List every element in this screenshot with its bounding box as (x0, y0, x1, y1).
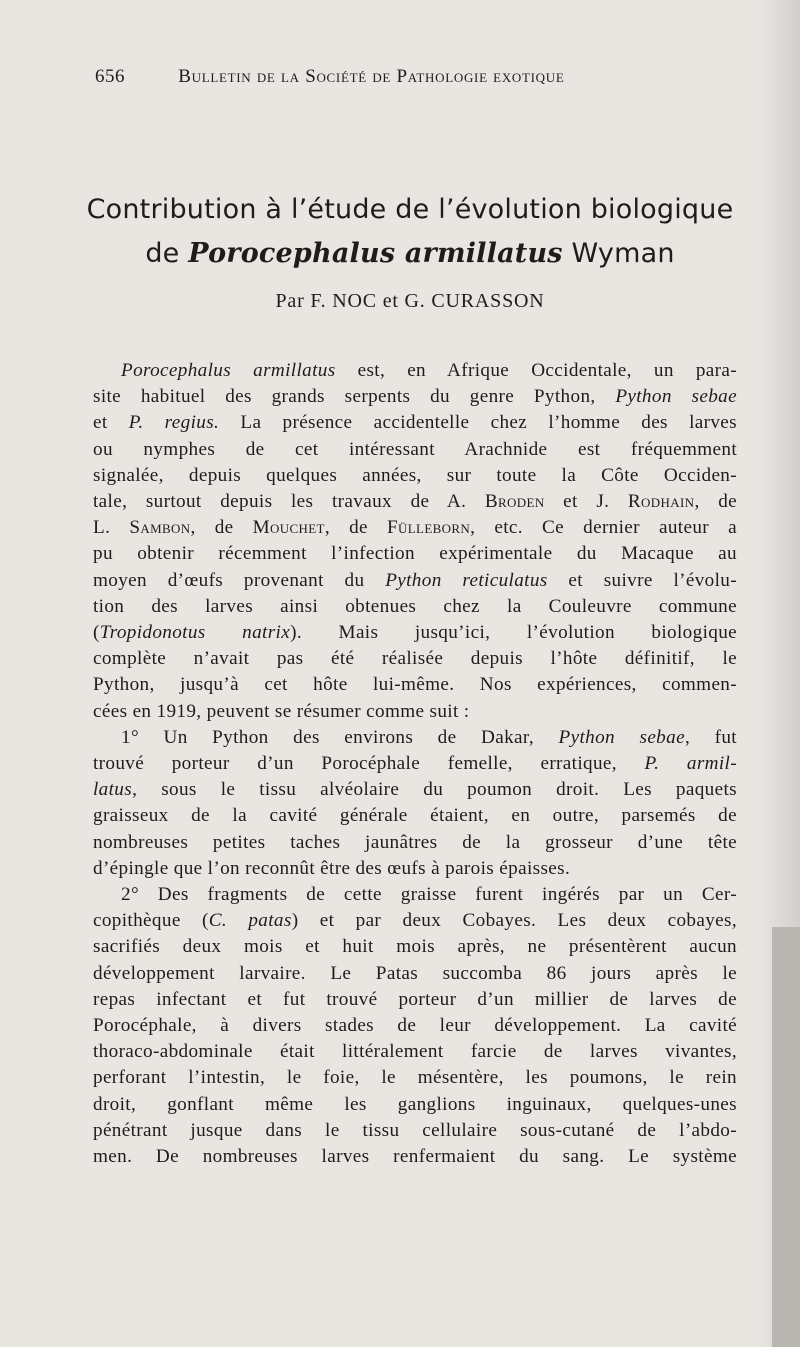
text-run: est, en Afrique Occidentale, un para- (335, 360, 737, 381)
body-line (93, 699, 737, 725)
text-run: ). Mais jusqu’ici, l’évolution biologique (290, 622, 738, 644)
title-authority: Wyman (571, 238, 675, 269)
body-line (93, 1144, 737, 1170)
text-run: pénétrant jusque dans le tissu cellulaire sous-cutané de l’abdo- (93, 1119, 737, 1141)
text-run: développement larvaire. Le Patas succomba 86 jours après le (93, 962, 737, 984)
body-line (93, 882, 737, 908)
italic-text: Python sebae (615, 386, 737, 408)
title-line-2 (70, 232, 750, 276)
italic-text: Porocephalus armillatus (121, 360, 336, 381)
text-run: trouvé porteur d’un Porocéphale femelle, erratique, (93, 753, 645, 775)
author-name: Fülleborn (387, 517, 471, 539)
text-run: copithèque ( (93, 910, 209, 932)
text-run: tion des larves ainsi obtenues chez la Couleuvre commune (93, 595, 737, 617)
body-line (93, 541, 737, 567)
text-run: sacrifiés deux mois et huit mois après, ne présentèrent aucun (93, 936, 737, 958)
body-line (93, 1118, 737, 1144)
body-line (93, 1039, 737, 1065)
text-run: , etc. Ce dernier auteur a (470, 517, 737, 539)
text-run: pu obtenir récemment l’infection expérimentale du Macaque au (93, 543, 737, 565)
title-line-1: Contribution à l’étude de l’évolution biologique (86, 194, 734, 225)
body-line (93, 384, 737, 410)
text-run: Porocéphale, à divers stades de leur développement. La cavité (93, 1015, 737, 1037)
text-run: , de (694, 491, 738, 513)
text-run: 1° Un Python des environs de Dakar, (121, 726, 559, 748)
body-line (93, 489, 737, 515)
text-run: men. De nombreuses larves renfermaient du sang. Le système (93, 1146, 737, 1168)
text-run: , sous le tissu alvéolaire du poumon droit. Les paquets (132, 779, 737, 801)
text-run: perforant l’intestin, le foie, le mésentère, les poumons, le rein (93, 1067, 737, 1089)
title-species: Porocephalus armillatus (188, 238, 563, 269)
body-line (93, 515, 737, 541)
text-run: tale, surtout depuis les travaux de A. (93, 491, 485, 513)
italic-text: C. patas (208, 910, 292, 932)
italic-text: P. regius. (128, 412, 220, 434)
body-line (93, 908, 737, 934)
body-line (93, 1013, 737, 1039)
text-run: L. (93, 517, 130, 539)
italic-text: Tropidonotus natrix (99, 622, 291, 644)
text-run: complète n’avait pas été réalisée depuis l’hôte définitif, le (93, 648, 737, 670)
page-edge-strip (772, 927, 800, 1347)
author-name: Mouchet (252, 517, 325, 539)
text-run: , de (324, 517, 387, 539)
body-line (93, 803, 737, 829)
text-run: ) et par deux Cobayes. Les deux cobayes, (291, 910, 737, 932)
text-run: droit, gonflant même les ganglions inguinaux, quelques-unes (93, 1093, 737, 1115)
text-run: graisseux de la cavité générale étaient, en outre, parsemés de (93, 805, 737, 827)
body-line (93, 672, 737, 698)
body-line (93, 934, 737, 960)
italic-text: P. armil- (644, 753, 737, 775)
body-line (93, 987, 737, 1013)
body-line (93, 1065, 737, 1091)
author-name: Sambon (129, 517, 191, 539)
italic-text: Python reticulatus (385, 569, 548, 591)
text-run: et suivre l’évolu- (547, 569, 737, 591)
article-title (70, 188, 750, 276)
text-run: site habituel des grands serpents du genre Python, (93, 386, 616, 408)
text-run: thoraco-abdominale était littéralement farcie de larves vivantes, (93, 1041, 737, 1063)
author-name: Broden (484, 491, 545, 513)
body-line (93, 751, 737, 777)
text-run: d’épingle que l’on reconnût être des œufs à parois épaisses. (93, 857, 571, 879)
body-line (93, 568, 737, 594)
body-line (93, 777, 737, 803)
text-run: signalée, depuis quelques années, sur toute la Côte Occiden- (93, 464, 737, 486)
text-run: , de (190, 517, 253, 539)
text-run: ou nymphes de cet intéressant Arachnide est fréquemment (93, 438, 737, 460)
body-line (93, 463, 737, 489)
text-run: La présence accidentelle chez l’homme des larves (219, 412, 737, 434)
text-run: et (93, 412, 129, 434)
article-authors: Par F. NOC et G. CURASSON (275, 290, 545, 312)
body-line (93, 961, 737, 987)
text-run: nombreuses petites taches jaunâtres de la grosseur d’une tête (93, 831, 737, 853)
text-run: 2° Des fragments de cette graisse furent ingérés par un Cer- (121, 884, 737, 906)
text-run: cées en 1919, peuvent se résumer comme suit : (93, 700, 470, 722)
text-run: , fut (684, 726, 737, 748)
text-run: repas infectant et fut trouvé porteur d’un millier de larves de (93, 988, 737, 1010)
text-run: Python, jusqu’à cet hôte lui-même. Nos expériences, commen- (93, 674, 737, 696)
title-prefix: de (145, 238, 180, 269)
body-line (93, 725, 737, 751)
italic-text: latus (93, 779, 133, 801)
italic-text: Python sebae (558, 726, 685, 748)
author-name: Rodhain (627, 491, 695, 513)
body-line (93, 646, 737, 672)
journal-title: Bulletin de la Société de Pathologie exotique (178, 66, 565, 87)
page-number: 656 (95, 66, 125, 87)
running-head (95, 66, 735, 88)
text-run: moyen d’œufs provenant du (93, 569, 386, 591)
body-line (93, 437, 737, 463)
body-line (93, 620, 737, 646)
text-run: ( (93, 622, 100, 644)
body-line (93, 830, 737, 856)
body-line (93, 856, 737, 882)
article-body (93, 358, 737, 1170)
body-line (93, 410, 737, 436)
body-line (93, 358, 737, 384)
body-line (93, 1092, 737, 1118)
body-line (93, 594, 737, 620)
text-run: et J. (544, 491, 628, 513)
